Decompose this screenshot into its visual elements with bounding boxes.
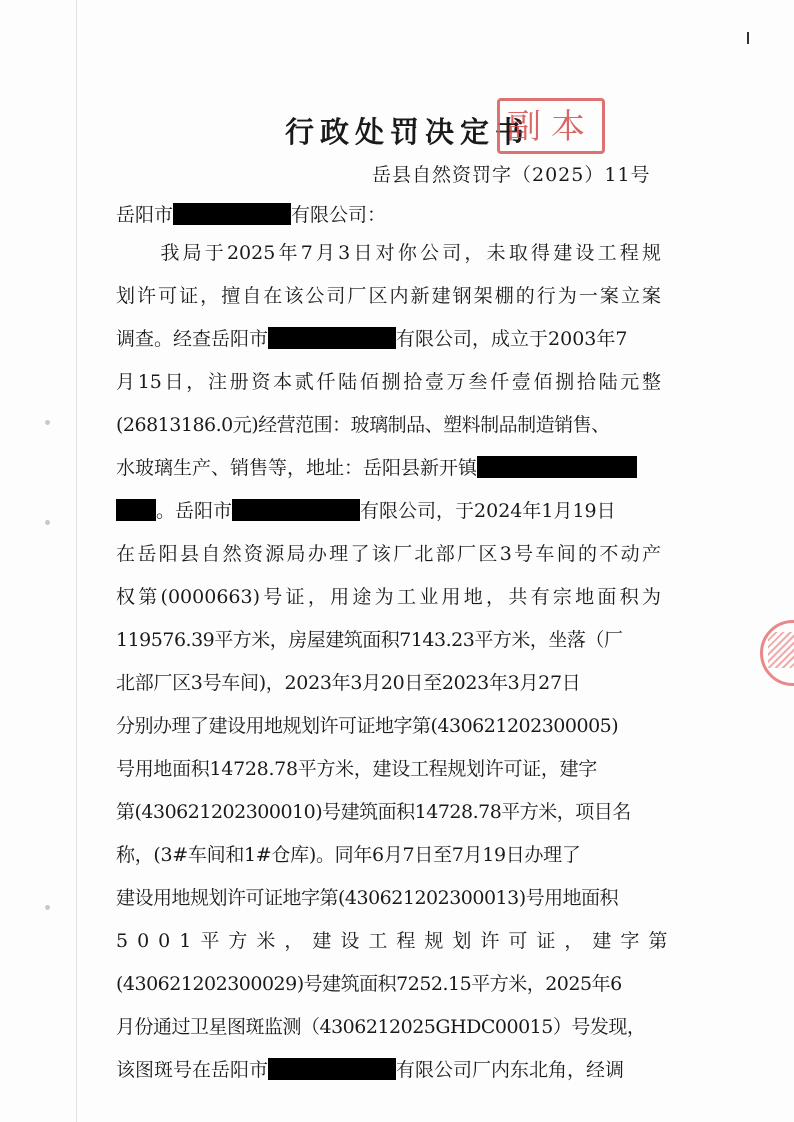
addressee-prefix: 岳阳市 [116,204,174,226]
body-line [116,283,661,309]
body-text: 权第(0000663)号证，用途为工业用地，共有宗地面积为 [116,586,661,608]
addressee [116,200,386,227]
body-line [116,584,661,610]
body-line [116,412,661,438]
body-line [116,928,677,954]
body-text: 。岳阳市 [156,500,233,522]
body-text: 有限公司厂内东北角，经调 [396,1059,625,1081]
body-line [116,541,661,567]
official-seal-edge [768,632,794,668]
body-text: 有限公司，成立于2003年7 [396,328,628,350]
body-line [116,627,661,653]
body-line [116,971,661,997]
body-line [116,369,661,395]
body-line [116,885,661,911]
document-title: 行政处罚决定书 [285,115,531,149]
body-text: 水玻璃生产、销售等，地址：岳阳县新开镇 [116,457,478,479]
body-line [116,240,661,266]
body-text: 在岳阳县自然资源局办理了该厂北部厂区3号车间的不动产 [116,543,661,565]
binding-hole [45,905,50,910]
body-text: 我局于2025年7月3日对你公司，未取得建设工程规 [116,242,661,264]
body-text: 分别办理了建设用地规划许可证地字第(430621202300005) [116,715,619,737]
body-line [116,842,661,868]
copy-stamp: 副本 [497,98,605,154]
body-line [116,756,661,782]
body-text: 月份通过卫星图斑监测（4306212025GHDC00015）号发现， [116,1016,646,1038]
addressee-suffix: 有限公司： [291,204,387,226]
body-text: 建设用地规划许可证地字第(430621202300013)号用地面积 [116,887,619,909]
redaction-block [116,499,156,521]
redaction-block [232,499,360,521]
body-text: 119576.39平方米，房屋建筑面积7143.23平方米，坐落（厂 [116,629,623,651]
document-number: 岳县自然资罚字（2025）11号 [372,164,651,186]
body-line [116,713,661,739]
body-text: 调查。经查岳阳市 [116,328,269,350]
body-text: 北部厂区3号车间)，2023年3月20日至2023年3月27日 [116,672,581,694]
body-text: 5001平方米，建设工程规划许可证，建字第 [116,930,677,952]
body-text: (26813186.0元)经营范围：玻璃制品、塑料制品制造销售、 [116,414,610,436]
body-line [116,1057,661,1083]
binding-hole [45,520,50,525]
body-line [116,1014,661,1040]
body-text: (430621202300029)号建筑面积7252.15平方米，2025年6 [116,973,622,995]
redaction-block [477,456,637,478]
body-line [116,498,661,524]
body-line [116,455,661,481]
body-line [116,326,661,352]
redaction-block [268,327,396,349]
body-text: 该图斑号在岳阳市 [116,1059,269,1081]
binding-hole [45,420,50,425]
body-text: 划许可证，擅自在该公司厂区内新建钢架棚的行为一案立案 [116,285,661,307]
page-mark [747,32,749,44]
redaction-block [268,1058,396,1080]
body-line [116,670,661,696]
body-text: 第(430621202300010)号建筑面积14728.78平方米，项目名 [116,801,631,823]
redaction-block [173,203,291,225]
body-text: 有限公司，于2024年1月19日 [360,500,616,522]
binding-line [76,0,77,1122]
body-line [116,799,661,825]
body-text: 月15日，注册资本贰仟陆佰捌拾壹万叁仟壹佰捌拾陆元整 [116,371,661,393]
body-text: 号用地面积14728.78平方米，建设工程规划许可证，建字 [116,758,597,780]
body-text: 称，(3#车间和1#仓库)。同年6月7日至7月19日办理了 [116,844,581,866]
